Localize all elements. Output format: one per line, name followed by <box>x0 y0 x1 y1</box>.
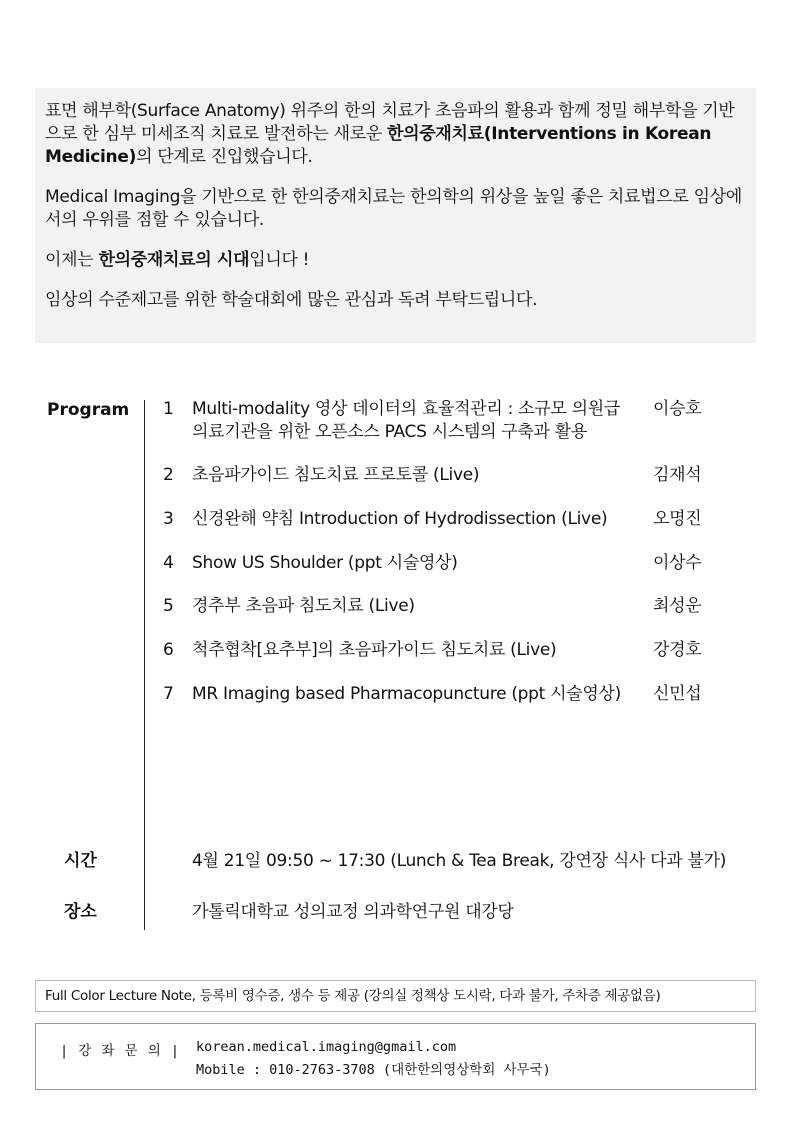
time-label: 시간 <box>64 851 97 871</box>
program-item-speaker: 오명진 <box>653 509 702 529</box>
notice-box: Full Color Lecture Note, 등록비 영수증, 생수 등 제공 (강의실 정책상 도시락, 다과 불가, 주차증 제공없음) <box>35 980 756 1012</box>
program-item-number: 3 <box>163 509 174 529</box>
program-item-number: 6 <box>163 640 174 660</box>
program-item-number: 4 <box>163 553 174 573</box>
intro-box <box>35 88 756 343</box>
place-value: 가톨릭대학교 성의교정 의과학연구원 대강당 <box>192 902 514 922</box>
program-divider <box>144 400 145 930</box>
intro-paragraph-1: 표면 해부학(Surface Anatomy) 위주의 한의 치료가 초음파의 활용과 함께 정밀 해부학을 기반으로 한 심부 미세조직 치료로 발전하는 새로운 한의중재치료(Interventions in Korean Medicine)의 단계로 진입했습니다. <box>45 101 735 167</box>
program-item-speaker: 신민섭 <box>653 684 702 704</box>
program-item-number: 2 <box>163 465 174 485</box>
highlight-interventions: 한의중재치료(Interventions in Korean Medicine) <box>45 124 712 167</box>
highlight-era: 한의중재치료의 시대 <box>98 250 250 270</box>
contact-label: | 강 좌 문 의 | <box>60 1043 181 1059</box>
program-item-title: MR Imaging based Pharmacopuncture (ppt 시술영상) <box>192 684 621 704</box>
program-item-title: 척추협착[요추부]의 초음파가이드 침도치료 (Live) <box>192 640 557 660</box>
program-label: Program <box>47 400 130 420</box>
time-value: 4월 21일 09:50 ~ 17:30 (Lunch & Tea Break, 강연장 식사 다과 불가) <box>192 851 727 871</box>
program-item-speaker: 이승호 <box>653 399 702 419</box>
place-label: 장소 <box>64 902 97 922</box>
program-item-title: 경추부 초음파 침도치료 (Live) <box>192 596 415 616</box>
program-item-number: 1 <box>163 399 174 419</box>
program-item-title: Multi-modality 영상 데이터의 효율적관리 : 소규모 의원급 의료기관을 위한 오픈소스 PACS 시스템의 구축과 활용 <box>192 399 620 442</box>
contact-mobile: Mobile : 010-2763-3708 (대한한의영상학회 사무국) <box>196 1062 551 1078</box>
contact-email[interactable]: korean.medical.imaging@gmail.com <box>196 1039 457 1055</box>
program-item-number: 5 <box>163 596 174 616</box>
program-item-speaker: 이상수 <box>653 553 702 573</box>
program-item-title: Show US Shoulder (ppt 시술영상) <box>192 553 458 573</box>
intro-paragraph-2: Medical Imaging을 기반으로 한 한의중재치료는 한의학의 위상을 높일 좋은 치료법으로 임상에서의 우위를 점할 수 있습니다. <box>45 187 742 230</box>
contact-box <box>35 1023 756 1090</box>
intro-paragraph-4: 임상의 수준제고를 위한 학술대회에 많은 관심과 독려 부탁드립니다. <box>45 290 538 310</box>
program-item-speaker: 강경호 <box>653 640 702 660</box>
program-item-number: 7 <box>163 684 174 704</box>
program-item-title: 신경완해 약침 Introduction of Hydrodissection (Live) <box>192 509 608 529</box>
program-item-title: 초음파가이드 침도치료 프로토콜 (Live) <box>192 465 480 485</box>
program-item-speaker: 최성운 <box>653 596 702 616</box>
program-item-speaker: 김재석 <box>653 465 702 485</box>
intro-paragraph-3: 이제는 한의중재치료의 시대입니다 ! <box>45 250 310 270</box>
